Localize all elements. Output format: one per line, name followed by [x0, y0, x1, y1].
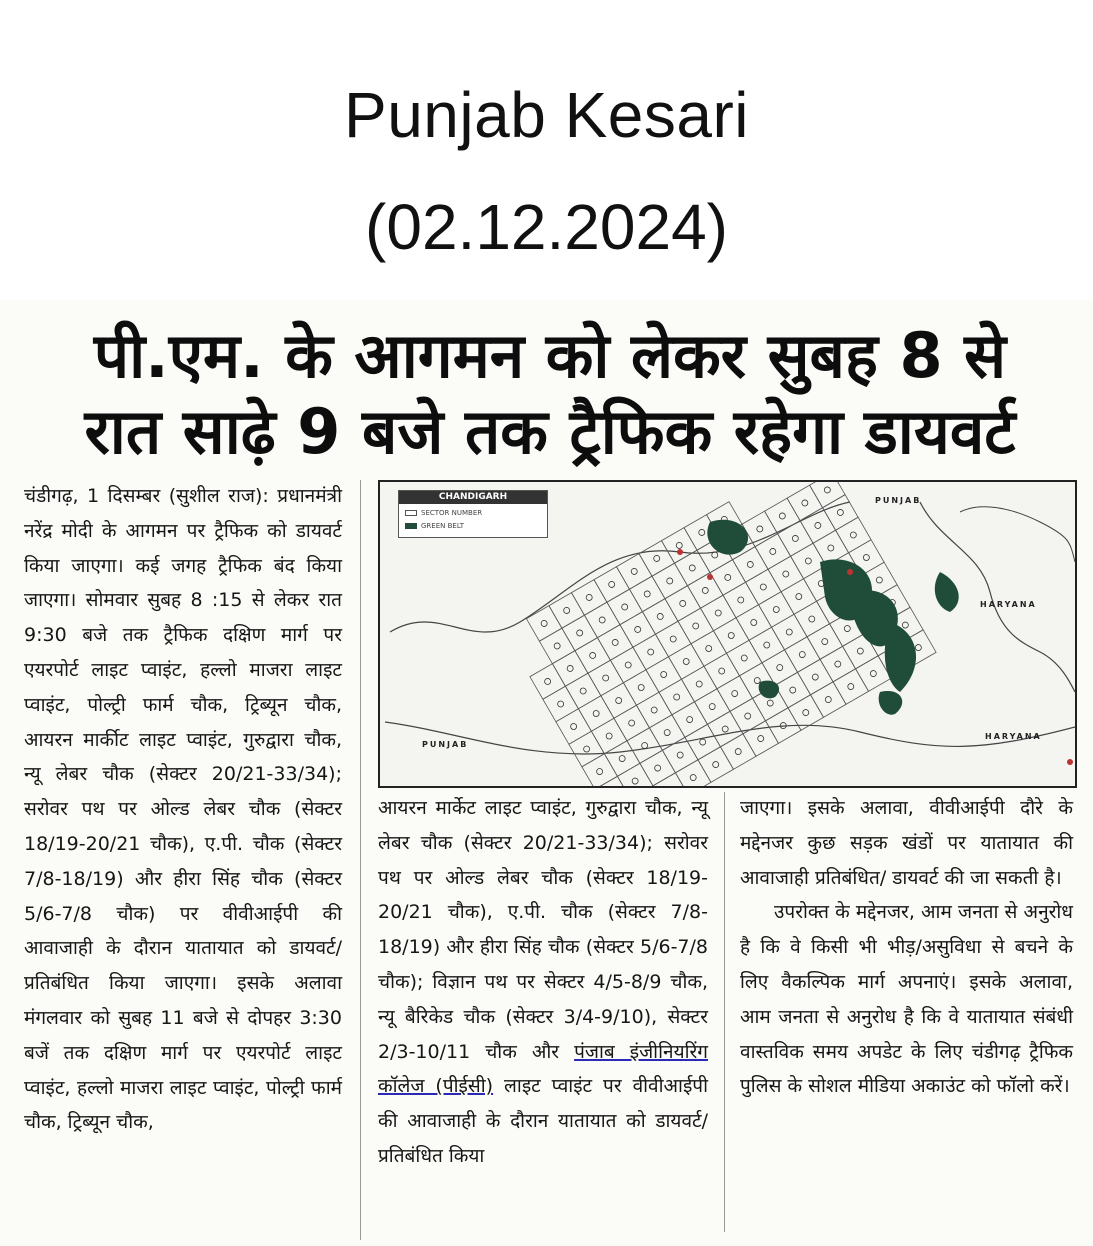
sector-cell	[642, 599, 678, 635]
sector-number-marker	[589, 651, 597, 659]
sector-cell	[781, 579, 817, 615]
sector-number-marker	[756, 525, 764, 533]
sector-cell	[823, 495, 859, 531]
sector-number-marker	[836, 508, 844, 516]
sector-cell	[633, 634, 669, 670]
sector-number-marker	[718, 667, 726, 675]
sector-cell	[629, 576, 665, 612]
map-label-haryana: HARYANA	[985, 732, 1042, 741]
sector-cell	[772, 614, 808, 650]
sector-cell	[578, 696, 614, 732]
sector-number-marker	[769, 547, 777, 555]
sector-number-marker	[698, 528, 706, 536]
sector-number-marker	[766, 699, 774, 707]
sector-number-marker	[673, 693, 681, 701]
sector-number-marker	[596, 767, 604, 775]
article-column-2	[378, 791, 708, 1231]
sector-number-marker	[637, 683, 645, 691]
sector-number-marker	[785, 628, 793, 636]
sector-number-marker	[795, 592, 803, 600]
boundary-line	[385, 722, 1075, 754]
sector-cell	[807, 624, 843, 660]
sector-number-marker	[759, 583, 767, 591]
article-col3-para-1: जाएगा। इसके अलावा, वीवीआईपी दौरे के मद्देनजर कुछ सड़क खंडों पर यातायात की आवाजाही प्रतिबंधित/ डायवर्ट की जा सकती है।	[740, 797, 1073, 889]
green-belt	[879, 691, 903, 715]
map-label-haryana: HARYANA	[980, 600, 1037, 609]
sector-cell	[597, 625, 633, 661]
sector-number-marker	[811, 673, 819, 681]
sector-cell	[811, 682, 847, 718]
chandigarh-map	[378, 480, 1077, 788]
river-line	[960, 507, 1075, 562]
sector-number-marker	[834, 660, 842, 668]
sector-cell	[833, 669, 869, 705]
sector-number-marker	[579, 687, 587, 695]
sector-cell	[717, 676, 753, 712]
sector-number-marker	[563, 606, 571, 614]
legend-green-belt	[405, 522, 464, 530]
sector-cell	[639, 541, 675, 577]
sector-number-marker	[862, 553, 870, 561]
sector-number-marker	[724, 573, 732, 581]
sector-number-marker	[631, 777, 639, 785]
sector-cell	[768, 556, 804, 592]
sector-cell	[594, 567, 630, 603]
green-belt	[759, 681, 779, 699]
paper-date: (02.12.2024)	[365, 191, 728, 263]
sector-cell	[620, 612, 656, 648]
sector-cell	[694, 689, 730, 725]
sector-cell	[562, 615, 598, 651]
sector-number-marker	[666, 577, 674, 585]
sector-number-marker	[669, 635, 677, 643]
sector-cell	[526, 606, 562, 642]
sector-number-marker	[708, 702, 716, 710]
paper-name: Punjab Kesari	[344, 79, 749, 151]
sector-number-marker	[647, 648, 655, 656]
sector-cell	[672, 702, 708, 738]
sector-number-marker	[737, 596, 745, 604]
headline-line-1: पी.एम. के आगमन को लेकर सुबह 8 से	[93, 319, 1007, 392]
column-divider	[724, 792, 725, 1232]
sector-cell	[791, 543, 827, 579]
sector-cell	[785, 637, 821, 673]
legend-sector-number	[405, 509, 482, 517]
sector-cell	[668, 644, 704, 680]
sector-cell	[759, 592, 795, 628]
column-divider	[360, 480, 361, 1240]
sector-number-marker	[598, 616, 606, 624]
sector-cell	[584, 602, 620, 638]
sector-number-marker	[611, 638, 619, 646]
article-column-3	[740, 791, 1073, 1231]
sector-number-marker	[714, 609, 722, 617]
sector-cell	[556, 709, 592, 745]
sector-number-marker	[727, 631, 735, 639]
sector-cell	[681, 666, 717, 702]
sector-cell	[582, 754, 618, 786]
sector-number-marker	[676, 751, 684, 759]
sector-cell	[539, 628, 575, 664]
sector-number-marker	[869, 669, 877, 677]
article-col2-highlight: पंजाब इंजीनियरिंग कॉलेज (पीईसी)	[378, 1040, 708, 1098]
article-col2-text-end: लाइट प्वाइंट पर वीवीआईपी की आवाजाही के दौरान यातायात को डायवर्ट/प्रतिबंधित किया	[378, 1075, 708, 1167]
legend-green-label: GREEN BELT	[421, 522, 465, 530]
sector-cell	[714, 618, 750, 654]
sector-cell	[810, 482, 846, 508]
sector-number-marker	[801, 499, 809, 507]
sector-number-marker	[679, 599, 687, 607]
sector-number-marker	[750, 618, 758, 626]
sector-cell	[794, 601, 830, 637]
sector-number-marker	[624, 661, 632, 669]
sector-cell	[569, 731, 605, 767]
map-label-punjab: PUNJAB	[875, 496, 922, 505]
sector-cell	[698, 747, 734, 783]
sector-cell	[653, 773, 689, 786]
sector-cell	[565, 673, 601, 709]
sector-number-marker	[576, 629, 584, 637]
sector-number-marker	[808, 615, 816, 623]
sector-number-marker	[847, 682, 855, 690]
sector-number-marker	[557, 700, 565, 708]
sector-cell	[746, 569, 782, 605]
sector-number-marker	[804, 557, 812, 565]
sector-cell	[604, 741, 640, 777]
sector-cell	[623, 670, 659, 706]
article-column-1	[24, 479, 342, 1244]
sector-cell	[552, 651, 588, 687]
sector-number-marker	[663, 728, 671, 736]
article-col2-text: आयरन मार्केट लाइट प्वाइंट, गुरुद्वारा चौक, न्यू लेबर चौक (सेक्टर 20/21-33/34); सरोवर पथ पर ओल्ड लेबर चौक (सेक्टर 18/19-20/21 चौक), ए.पी. चौक (सेक्टर 7/8- 18/19) और हीरा सिंह चौक (सेक्टर 5/6-7/8 चौक); विज्ञान पथ पर सेक्टर 4/5-8/9 चौक, न्यू बैरिकेड चौक (सेक्टर 3/4-9/10), सेक्टर 2/3-10/11 चौक और	[378, 797, 708, 1063]
sector-cell	[655, 621, 691, 657]
sector-number-marker	[553, 642, 561, 650]
sector-number-marker	[643, 590, 651, 598]
sector-cell	[710, 560, 746, 596]
headline-line-2: रात साढ़े 9 बजे तक ट्रैफिक रहेगा डायवर्ट	[84, 395, 1016, 468]
sector-number-marker	[778, 512, 786, 520]
sector-number-marker	[734, 747, 742, 755]
sector-number-marker	[757, 734, 765, 742]
sector-cell	[723, 582, 759, 618]
sector-number-marker	[615, 696, 623, 704]
sector-cell	[659, 679, 695, 715]
sector-number-marker	[827, 544, 835, 552]
sector-cell	[571, 580, 607, 616]
sector-number-marker	[660, 670, 668, 678]
sector-cell	[701, 595, 737, 631]
sector-cell	[610, 647, 646, 683]
sector-cell	[736, 605, 772, 641]
sector-number-marker	[776, 663, 784, 671]
sector-number-marker	[849, 531, 857, 539]
green-belt	[885, 622, 916, 692]
sector-number-marker	[843, 624, 851, 632]
sector-cell	[675, 550, 711, 586]
sector-cell	[798, 659, 834, 695]
sector-number-marker	[856, 647, 864, 655]
sector-number-marker	[821, 637, 829, 645]
sector-cell	[765, 498, 801, 534]
sector-cell	[652, 563, 688, 599]
sector-cell	[588, 660, 624, 696]
sector-cell	[778, 521, 814, 557]
green-belt	[935, 572, 959, 612]
sector-number-marker	[570, 722, 578, 730]
sector-cell	[640, 750, 676, 786]
sector-cell	[665, 586, 701, 622]
sector-number-marker	[618, 754, 626, 762]
sector-number-marker	[688, 564, 696, 572]
sector-number-marker	[692, 622, 700, 630]
map-legend	[398, 490, 548, 538]
sector-cell	[627, 728, 663, 764]
sector-number-marker	[689, 773, 697, 781]
sector-cell	[617, 763, 653, 786]
sector-cell	[743, 721, 779, 757]
sector-number-marker	[605, 732, 613, 740]
sector-cell	[707, 711, 743, 747]
sector-number-marker	[740, 654, 748, 662]
sector-number-marker	[628, 719, 636, 727]
sector-number-marker	[634, 625, 642, 633]
sector-number-marker	[583, 745, 591, 753]
sector-number-marker	[731, 689, 739, 697]
sector-cell	[688, 573, 724, 609]
map-title: CHANDIGARH	[399, 491, 547, 504]
sector-cell	[749, 627, 785, 663]
sector-number-marker	[746, 560, 754, 568]
sector-cell	[591, 718, 627, 754]
sector-number-marker	[721, 725, 729, 733]
sector-cell	[530, 664, 566, 700]
location-dot	[707, 574, 713, 580]
sector-number-marker	[695, 680, 703, 688]
sector-cell	[636, 692, 672, 728]
sector-number-marker	[686, 715, 694, 723]
sector-number-marker	[608, 580, 616, 588]
sector-cell	[607, 589, 643, 625]
sector-number-marker	[824, 695, 832, 703]
sector-cell	[836, 517, 872, 553]
newspaper-clipping	[0, 300, 1093, 1246]
sector-number-marker	[701, 586, 709, 594]
sector-number-marker	[675, 541, 683, 549]
sector-cell	[787, 485, 823, 521]
article-col1-text: चंडीगढ़, 1 दिसम्बर (सुशील राज): प्रधानमंत्री नरेंद्र मोदी के आगमन पर ट्रैफिक को डायवर्ट किया जाएगा। कई जगह ट्रैफिक बंद किया जाएगा। सोमवार सुबह 8 :15 से लेकर रात 9:30 बजे तक ट्रैफिक दक्षिण मार्ग पर एयरपोर्ट लाइट प्वाइंट, हल्लो माजरा लाइट प्वाइंट, पोल्ट्री फार्म चौक, ट्रिब्यून चौक, आयरन मार्कीट लाइट प्वाइंट, गुरुद्वारा चौक, न्यू लेबर चौक (सेक्टर 20/21-33/34); सरोवर पथ पर ओल्ड लेबर चौक (सेक्टर 18/19-20/21 चौक), ए.पी. चौक (सेक्टर 7/8-18/19) और हीरा सिंह चौक (सेक्टर 5/6-7/8 चौक) पर वीवीआईपी की आवाजाही के दौरान यातायात को डायवर्ट/प्रतिबंधित किया जाएगा। इसके अलावा मंगलवार को सुबह 11 बजे से दोपहर 3:30 बजें तक दक्षिण मार्ग पर एयरपोर्ट लाइट प्वाइंट, हल्लो माजरा लाइट प्वाइंट, पोल्ट्री फार्म चौक, ट्रिब्यून चौक,	[24, 485, 342, 1134]
sector-number-marker	[744, 712, 752, 720]
sector-number-marker	[789, 686, 797, 694]
sector-cell	[762, 650, 798, 686]
sector-cell	[720, 734, 756, 770]
green-belt	[707, 520, 748, 555]
location-dot	[677, 549, 683, 555]
sector-number-marker	[814, 521, 822, 529]
sector-cell	[820, 646, 856, 682]
location-dot	[1067, 759, 1073, 765]
sector-cell	[595, 776, 631, 786]
sector-number-marker	[653, 554, 661, 562]
map-label-punjab: PUNJAB	[422, 740, 469, 749]
sector-cell	[727, 640, 763, 676]
sector-number-marker	[654, 764, 662, 772]
sector-cell	[685, 724, 721, 760]
sector-number-marker	[875, 576, 883, 584]
location-dot	[847, 569, 853, 575]
sector-cell	[543, 686, 579, 722]
sector-cell	[646, 657, 682, 693]
sector-number-marker	[544, 677, 552, 685]
sector-number-marker	[656, 612, 664, 620]
sector-number-marker	[592, 709, 600, 717]
sector-number-marker	[791, 534, 799, 542]
sector-cell	[662, 528, 698, 564]
sector-number-marker	[566, 664, 574, 672]
sector-number-marker	[712, 760, 720, 768]
sector-number-marker	[914, 643, 922, 651]
article-col3-para-2: उपरोक्त के मद्देनजर, आम जनता से अनुरोध है कि वे किसी भी भीड़/असुविधा से बचने के लिए वैकल्पिक मार्ग अपनाएं। इसके अलावा, आम जनता से अनुरोध है कि वे यातायात संबंधी वास्तविक समय अपडेट के लिए चंडीगढ़ ट्रैफिक पुलिस के सोशल मीडिया अकाउंट को फॉलो करें।	[740, 901, 1073, 1098]
sector-number-marker	[772, 605, 780, 613]
sector-number-marker	[823, 486, 831, 494]
sector-number-marker	[705, 644, 713, 652]
sector-number-marker	[682, 657, 690, 665]
sector-number-marker	[630, 567, 638, 575]
sector-number-marker	[901, 621, 909, 629]
sector-cell	[616, 554, 652, 590]
sector-number-marker	[621, 603, 629, 611]
sector-cell	[678, 608, 714, 644]
sector-cell	[614, 705, 650, 741]
sector-number-marker	[798, 650, 806, 658]
sector-cell	[575, 638, 611, 674]
sector-number-marker	[763, 641, 771, 649]
sector-number-marker	[650, 706, 658, 714]
sector-number-marker	[602, 674, 610, 682]
sector-number-marker	[540, 619, 548, 627]
sector-number-marker	[802, 708, 810, 716]
sector-cell	[775, 672, 811, 708]
sector-number-marker	[585, 593, 593, 601]
sector-cell	[704, 653, 740, 689]
sector-number-marker	[782, 570, 790, 578]
sector-cell	[601, 683, 637, 719]
sector-cell	[691, 631, 727, 667]
legend-sector-label: SECTOR NUMBER	[421, 509, 483, 517]
